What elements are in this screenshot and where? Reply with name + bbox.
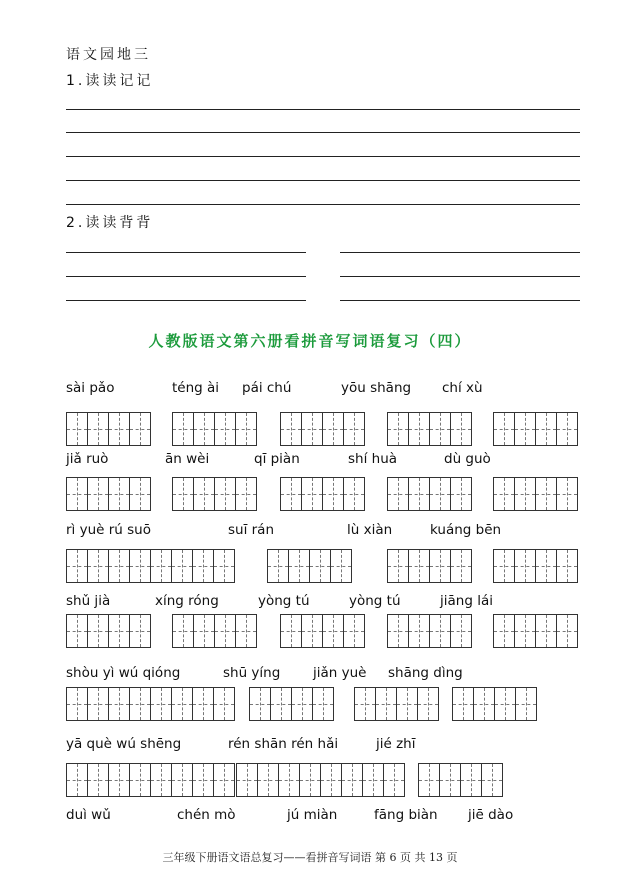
pinyin-label: shāng dìng <box>388 665 463 681</box>
pinyin-label: yòng tú <box>349 593 401 609</box>
grid-cell <box>322 412 344 446</box>
writing-line <box>66 109 580 110</box>
grid-cell <box>383 763 405 797</box>
pinyin-label: yōu shāng <box>341 380 412 396</box>
grid-cell <box>387 614 409 648</box>
grid-cell <box>108 477 130 511</box>
grid-cell <box>66 412 88 446</box>
grid-cell <box>214 614 236 648</box>
pinyin-label: shí huà <box>348 451 398 467</box>
grid-cell <box>129 614 151 648</box>
grid-cell <box>280 614 302 648</box>
grid-cell <box>493 477 515 511</box>
grid-cell <box>192 549 214 583</box>
grid-cell <box>193 614 215 648</box>
grid-cell <box>450 614 472 648</box>
grid-cell <box>299 763 321 797</box>
tianzige-box[interactable] <box>267 549 351 583</box>
tianzige-box[interactable] <box>387 614 471 648</box>
grid-cell <box>193 412 215 446</box>
tianzige-box[interactable] <box>493 614 577 648</box>
grid-cell <box>172 614 194 648</box>
tianzige-box[interactable] <box>493 549 577 583</box>
grid-cell <box>322 614 344 648</box>
grid-cell <box>343 477 365 511</box>
grid-cell <box>129 477 151 511</box>
grid-cell <box>408 614 430 648</box>
grid-cell <box>66 477 88 511</box>
grid-cell <box>192 687 214 721</box>
grid-cell <box>514 614 536 648</box>
grid-cell <box>320 763 342 797</box>
grid-cell <box>362 763 384 797</box>
grid-cell <box>108 549 130 583</box>
grid-cell <box>450 477 472 511</box>
grid-cell <box>257 763 279 797</box>
grid-cell <box>473 687 495 721</box>
grid-cell <box>330 549 352 583</box>
grid-cell <box>514 549 536 583</box>
pinyin-label: téng ài <box>172 380 220 396</box>
grid-cell <box>514 412 536 446</box>
grid-cell <box>429 477 451 511</box>
grid-cell <box>108 412 130 446</box>
grid-cell <box>341 763 363 797</box>
grid-cell <box>267 549 289 583</box>
tianzige-box[interactable] <box>66 477 150 511</box>
grid-cell <box>452 687 474 721</box>
section-title: 语文园地三 <box>66 47 151 63</box>
grid-cell <box>450 412 472 446</box>
grid-cell <box>235 614 257 648</box>
pinyin-label: rì yuè rú suō <box>66 522 151 538</box>
grid-cell <box>108 763 130 797</box>
tianzige-box[interactable] <box>493 412 577 446</box>
grid-cell <box>150 549 172 583</box>
grid-cell <box>214 477 236 511</box>
grid-cell <box>129 549 151 583</box>
tianzige-box[interactable] <box>354 687 438 721</box>
pinyin-label: dù guò <box>444 451 491 467</box>
pinyin-label: ān wèi <box>165 451 210 467</box>
grid-cell <box>429 549 451 583</box>
grid-cell <box>66 549 88 583</box>
grid-cell <box>439 763 461 797</box>
grid-cell <box>171 549 193 583</box>
writing-line <box>66 204 580 205</box>
worksheet-title: 人教版语文第六册看拼音写词语复习（四） <box>148 332 472 350</box>
grid-cell <box>213 687 235 721</box>
grid-cell <box>301 614 323 648</box>
pinyin-label: qī piàn <box>254 451 300 467</box>
grid-cell <box>87 687 109 721</box>
pinyin-label: suī rán <box>228 522 275 538</box>
grid-cell <box>322 477 344 511</box>
grid-cell <box>172 412 194 446</box>
grid-cell <box>235 412 257 446</box>
grid-cell <box>87 614 109 648</box>
grid-cell <box>129 687 151 721</box>
grid-cell <box>172 477 194 511</box>
grid-cell <box>450 549 472 583</box>
pinyin-label: yòng tú <box>258 593 310 609</box>
pinyin-label: duì wǔ <box>66 807 111 823</box>
grid-cell <box>280 412 302 446</box>
grid-cell <box>535 614 557 648</box>
grid-cell <box>301 477 323 511</box>
grid-cell <box>493 549 515 583</box>
pinyin-label: jiē dào <box>468 807 514 823</box>
grid-cell <box>375 687 397 721</box>
tianzige-box[interactable] <box>66 687 234 721</box>
grid-cell <box>460 763 482 797</box>
grid-cell <box>66 687 88 721</box>
tianzige-box[interactable] <box>236 763 404 797</box>
grid-cell <box>66 614 88 648</box>
pinyin-label: jiǎ ruò <box>66 451 109 467</box>
grid-cell <box>129 412 151 446</box>
pinyin-label: chén mò <box>177 807 236 823</box>
tianzige-box[interactable] <box>387 549 471 583</box>
grid-cell <box>481 763 503 797</box>
grid-cell <box>387 412 409 446</box>
grid-cell <box>87 412 109 446</box>
writing-line <box>340 276 580 277</box>
grid-cell <box>214 412 236 446</box>
grid-cell <box>343 412 365 446</box>
grid-cell <box>129 763 151 797</box>
grid-cell <box>171 763 193 797</box>
pinyin-label: chí xù <box>442 380 483 396</box>
grid-cell <box>418 763 440 797</box>
page-footer: 三年级下册语文语总复习——看拼音写词语 第 6 页 共 13 页 <box>162 851 458 864</box>
grid-cell <box>87 549 109 583</box>
grid-cell <box>343 614 365 648</box>
tianzige-box[interactable] <box>452 687 536 721</box>
grid-cell <box>309 549 331 583</box>
writing-line <box>66 180 580 181</box>
grid-cell <box>408 477 430 511</box>
pinyin-label: xíng róng <box>155 593 219 609</box>
grid-cell <box>417 687 439 721</box>
grid-cell <box>192 763 214 797</box>
grid-cell <box>270 687 292 721</box>
grid-cell <box>556 549 578 583</box>
grid-cell <box>387 477 409 511</box>
grid-cell <box>288 549 310 583</box>
pinyin-label: lù xiàn <box>347 522 393 538</box>
tianzige-box[interactable] <box>66 549 234 583</box>
part1-heading: 1.读读记记 <box>66 73 154 89</box>
grid-cell <box>556 477 578 511</box>
grid-cell <box>150 687 172 721</box>
grid-cell <box>301 412 323 446</box>
grid-cell <box>249 687 271 721</box>
grid-cell <box>291 687 313 721</box>
grid-cell <box>171 687 193 721</box>
pinyin-label: pái chú <box>242 380 292 396</box>
pinyin-label: jiǎn yuè <box>313 665 367 681</box>
pinyin-label: rén shān rén hǎi <box>228 736 339 752</box>
tianzige-box[interactable] <box>280 477 364 511</box>
pinyin-label: shòu yì wú qióng <box>66 665 181 681</box>
part2-heading: 2.读读背背 <box>66 215 154 231</box>
tianzige-box[interactable] <box>493 477 577 511</box>
tianzige-box[interactable] <box>172 412 256 446</box>
grid-cell <box>429 614 451 648</box>
grid-cell <box>354 687 376 721</box>
grid-cell <box>150 763 172 797</box>
grid-cell <box>87 763 109 797</box>
grid-cell <box>515 687 537 721</box>
pinyin-label: kuáng bēn <box>430 522 502 538</box>
grid-cell <box>213 763 235 797</box>
tianzige-box[interactable] <box>66 614 150 648</box>
grid-cell <box>556 412 578 446</box>
grid-cell <box>235 477 257 511</box>
grid-cell <box>193 477 215 511</box>
grid-cell <box>280 477 302 511</box>
writing-line <box>66 252 306 253</box>
grid-cell <box>535 412 557 446</box>
tianzige-box[interactable] <box>66 763 234 797</box>
grid-cell <box>493 412 515 446</box>
grid-cell <box>312 687 334 721</box>
writing-line <box>66 132 580 133</box>
writing-line <box>340 300 580 301</box>
grid-cell <box>535 477 557 511</box>
tianzige-box[interactable] <box>249 687 333 721</box>
grid-cell <box>535 549 557 583</box>
pinyin-label: shū yíng <box>223 665 281 681</box>
grid-cell <box>429 412 451 446</box>
tianzige-box[interactable] <box>387 477 471 511</box>
pinyin-label: fāng biàn <box>374 807 438 823</box>
grid-cell <box>493 614 515 648</box>
pinyin-label: jú miàn <box>287 807 338 823</box>
writing-line <box>66 156 580 157</box>
grid-cell <box>387 549 409 583</box>
tianzige-box[interactable] <box>172 614 256 648</box>
pinyin-label: yā què wú shēng <box>66 736 182 752</box>
grid-cell <box>494 687 516 721</box>
tianzige-box[interactable] <box>172 477 256 511</box>
grid-cell <box>236 763 258 797</box>
tianzige-box[interactable] <box>387 412 471 446</box>
tianzige-box[interactable] <box>66 412 150 446</box>
tianzige-box[interactable] <box>280 614 364 648</box>
grid-cell <box>213 549 235 583</box>
grid-cell <box>66 763 88 797</box>
grid-cell <box>408 549 430 583</box>
grid-cell <box>108 614 130 648</box>
writing-line <box>66 276 306 277</box>
grid-cell <box>108 687 130 721</box>
tianzige-box[interactable] <box>280 412 364 446</box>
pinyin-label: jié zhī <box>376 736 416 752</box>
grid-cell <box>408 412 430 446</box>
grid-cell <box>278 763 300 797</box>
writing-line <box>340 252 580 253</box>
grid-cell <box>396 687 418 721</box>
pinyin-label: jiāng lái <box>440 593 493 609</box>
pinyin-label: sài pǎo <box>66 380 115 396</box>
writing-line <box>66 300 306 301</box>
pinyin-label: shǔ jià <box>66 593 111 609</box>
grid-cell <box>87 477 109 511</box>
tianzige-box[interactable] <box>418 763 502 797</box>
grid-cell <box>514 477 536 511</box>
grid-cell <box>556 614 578 648</box>
